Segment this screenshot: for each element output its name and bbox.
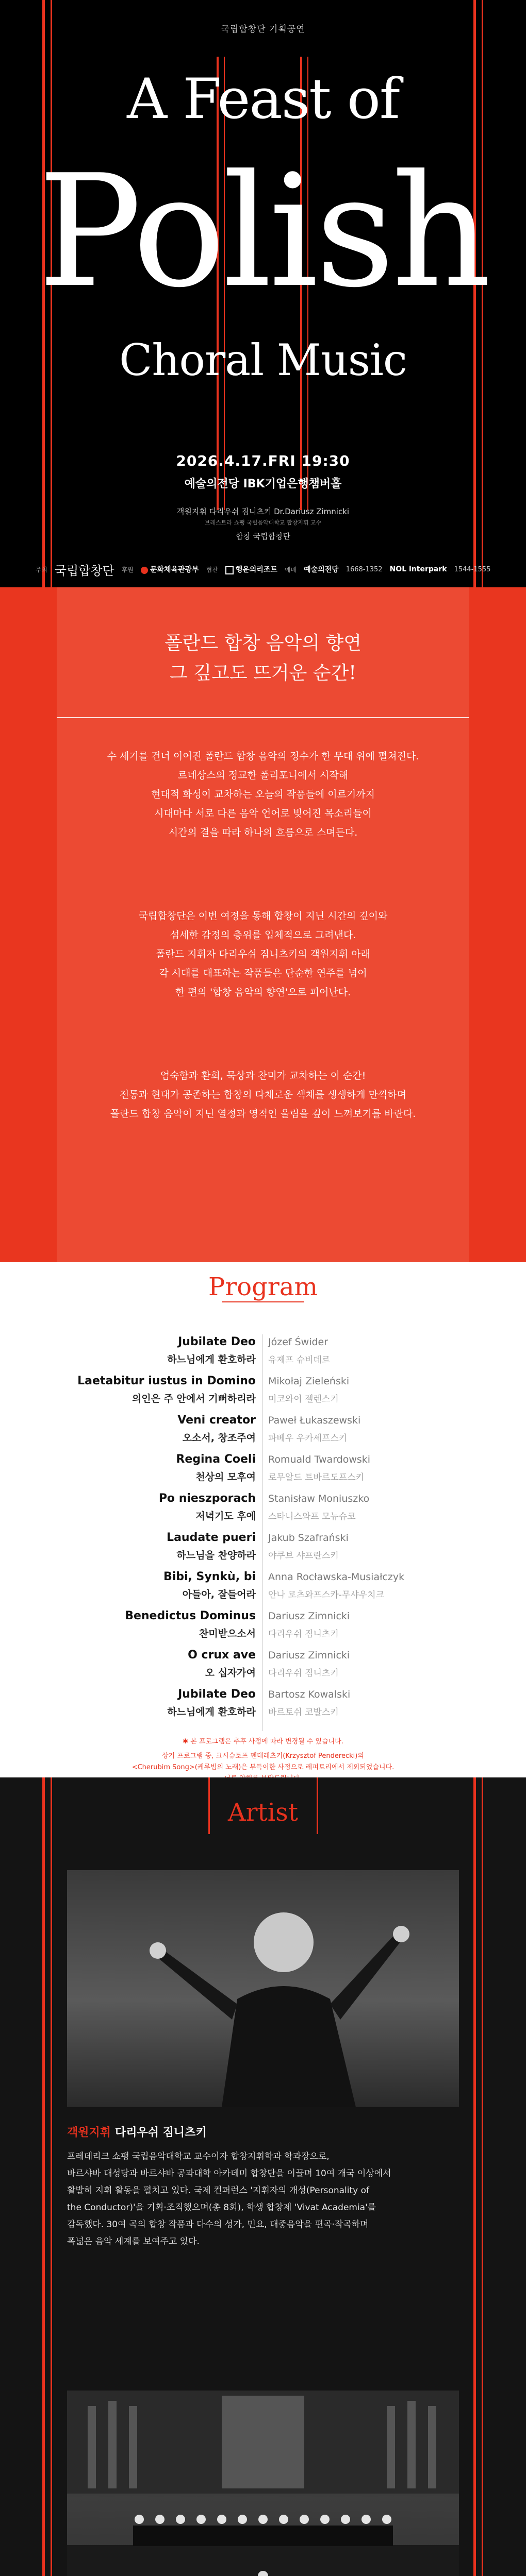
title-line-1: A Feast of: [127, 67, 399, 131]
choir-photo: [67, 2391, 459, 2576]
support-label: 후원: [121, 566, 134, 573]
intro-paragraph-1: [0, 747, 526, 842]
performer-credit: 합창 국립합창단: [235, 532, 291, 541]
divider: [57, 717, 469, 718]
title-underline: [222, 1301, 304, 1302]
work-title: Regina Coeli: [176, 1453, 256, 1466]
work-title: Veni creator: [177, 1414, 256, 1427]
composer-name-ko: 야쿠브 샤프란스키: [268, 1551, 339, 1561]
work-title: Laudate pueri: [167, 1531, 256, 1544]
composer-name: Jakub Szafrański: [268, 1532, 349, 1544]
program-item: [0, 1531, 526, 1570]
text-line: 시간의 결을 따라 하나의 흐름으로 스며든다.: [168, 827, 358, 838]
hero-section: [0, 0, 526, 587]
note-line: 상기 프로그램 중, 크시슈토프 펜데레츠키(Krzysztof Penderecki)의: [162, 1752, 364, 1760]
title-line-2: Polish: [38, 142, 488, 321]
work-title-ko: 오소서, 창조주여: [182, 1432, 256, 1444]
red-stripe: [473, 1777, 476, 2576]
program-title: Program: [208, 1273, 318, 1301]
text-line: 시대마다 서로 다른 음악 언어로 빚어진 목소리들이: [154, 808, 372, 819]
program-section: [0, 1262, 526, 1777]
composer-name: Romuald Twardowski: [268, 1454, 371, 1465]
text-line: 엄숙함과 환희, 묵상과 찬미가 교차하는 이 순간!: [160, 1070, 366, 1081]
red-stripe: [51, 1777, 52, 2576]
text-line: 전통과 현대가 공존하는 합창의 다채로운 색채를 생생하게 만끽하며: [119, 1089, 407, 1100]
resort-icon: [225, 566, 234, 574]
composer-name-ko: 바르토쉬 코발스키: [268, 1707, 339, 1718]
ticket-label: 예매: [284, 566, 297, 573]
text-line: 르네상스의 정교한 폴리포니에서 시작해: [177, 770, 349, 781]
composer-name: Mikołaj Zieleński: [268, 1376, 350, 1387]
conductor-heading: [67, 2124, 207, 2140]
program-item: [0, 1492, 526, 1531]
work-title: Benedictus Dominus: [125, 1609, 256, 1622]
title-line-3: Choral Music: [119, 335, 407, 385]
text-line: 한 편의 '합창 음악의 향연'으로 피어난다.: [175, 987, 351, 998]
composer-name-ko: 유제프 슈비데르: [268, 1355, 331, 1365]
composer-name: Stanisław Moniuszko: [268, 1493, 370, 1504]
composer-name-ko: 미코와이 젤렌스키: [268, 1394, 339, 1404]
work-title-ko: 저녁기도 후에: [195, 1511, 256, 1522]
work-title: Bibi, Synkù, bi: [163, 1570, 256, 1583]
artist-title: Artist: [227, 1798, 299, 1827]
text-line: 국립합창단은 이번 여정을 통해 합창이 지닌 시간의 깊이와: [138, 910, 388, 922]
conductor-bio: [67, 2148, 464, 2250]
composer-name-ko: 로무알드 트바르도프스키: [268, 1472, 365, 1483]
program-item: [0, 1688, 526, 1727]
artist-section: [0, 1777, 526, 2576]
bio-line: 감독했다. 30여 곡의 합창 작품과 다수의 성가, 민요, 대중음악을 편곡·작곡하며: [67, 2219, 369, 2230]
red-stripe: [482, 1777, 483, 2576]
work-title: Jubilate Deo: [178, 1688, 256, 1701]
intro-paragraph-3: [0, 1066, 526, 1124]
program-item: [0, 1649, 526, 1688]
composer-name-ko: 다리우쉬 짐니츠키: [268, 1629, 339, 1639]
composer-name: Anna Rocławska-Musiałczyk: [268, 1571, 405, 1583]
work-title-ko: 하느님에게 환호하라: [167, 1706, 256, 1718]
text-line: 폴란드 지휘자 다리우쉬 짐니츠키의 객원지휘 아래: [156, 948, 370, 960]
presenter-label: 국립합창단 기획공연: [221, 24, 305, 35]
work-title-ko: 오 십자가여: [205, 1667, 256, 1679]
ticket2-logo: NOL interpark: [389, 565, 447, 573]
composer-name: Dariusz Zimnicki: [268, 1650, 350, 1661]
composer-name: Józef Świder: [268, 1336, 328, 1348]
host-label: 주최: [35, 566, 47, 573]
conductor-photo-figure: [67, 1870, 459, 2107]
text-line: 각 시대를 대표하는 작품들은 단순한 연주를 넘어: [159, 968, 367, 979]
program-item: [0, 1414, 526, 1453]
work-title-ko: 의인은 주 안에서 기뻐하리라: [132, 1393, 256, 1404]
note-line: 본 프로그램은 추후 사정에 따라 변경될 수 있습니다.: [190, 1738, 343, 1745]
sponsor-logo: 행운의리조트: [225, 564, 277, 574]
concert-venue: 예술의전당 IBK기업은행챔버홀: [184, 478, 342, 490]
ticket2-phone: 1544-1555: [454, 565, 491, 573]
bio-line: 바르샤바 대성당과 바르샤바 공과대학 아카데미 합창단을 이끌며 10여 개국 이상에서: [67, 2168, 391, 2179]
red-stripe: [42, 1777, 45, 2576]
sponsor-bar: [0, 551, 526, 587]
bio-line: 폭넓은 음악 세계를 보여주고 있다.: [67, 2236, 200, 2247]
program-item: [0, 1570, 526, 1609]
work-title-ko: 찬미받으소서: [199, 1628, 256, 1639]
composer-name-ko: 안나 로츠와프스카-무샤우치크: [268, 1590, 385, 1600]
concert-date: 2026.4.17.FRI 19:30: [176, 452, 350, 469]
conductor-name: 다리우쉬 짐니츠키: [115, 2126, 207, 2139]
work-title-ko: 하느님에게 환호하라: [167, 1354, 256, 1365]
program-item: [0, 1453, 526, 1492]
host-logo: 국립합창단: [54, 563, 114, 578]
note-line: <Cherubim Song>(케루빔의 노래)은 부득이한 사정으로 레퍼토리에서 제외되었습니다.: [132, 1764, 395, 1771]
headline-line-2: 그 깊고도 뜨거운 순간!: [170, 663, 356, 684]
intro-section: [0, 587, 526, 1262]
work-title: Jubilate Deo: [178, 1335, 256, 1348]
work-title: O crux ave: [188, 1649, 256, 1662]
headline-line-1: 폴란드 합창 음악의 향연: [164, 633, 362, 654]
composer-name: Dariusz Zimnicki: [268, 1611, 350, 1622]
conductor-role: 객원지휘: [67, 2126, 111, 2139]
composer-name: Paweł Łukaszewski: [268, 1415, 361, 1426]
work-title-ko: 아들아, 잘들어라: [182, 1589, 256, 1600]
composer-name-ko: 스타니스와프 모뉴슈코: [268, 1512, 356, 1522]
ministry-logo: 문화체육관광부: [141, 564, 199, 574]
ticket1-phone: 1668-1352: [346, 565, 383, 573]
bio-line: the Conductor)'을 기획·조직했으며(총 8회), 학생 합창제 'Vivat Academia'를: [67, 2202, 376, 2213]
work-title-ko: 하느님을 찬양하라: [176, 1550, 256, 1561]
text-line: 섬세한 감정의 층위를 입체적으로 그려낸다.: [170, 929, 356, 941]
choir-photo-figure: [67, 2391, 459, 2576]
bio-line: 프레데리크 쇼팽 국립음악대학교 교수이자 합창지휘학과 학과장으로,: [67, 2151, 330, 2162]
work-title-ko: 천상의 모후여: [195, 1471, 256, 1483]
intro-paragraph-2: [0, 907, 526, 1002]
ticket1-logo: 예술의전당: [304, 566, 339, 574]
text-line: 폴란드 합창 음악이 지닌 열정과 영적인 울림을 깊이 느껴보기를 바란다.: [110, 1108, 416, 1120]
program-item: [0, 1375, 526, 1414]
intro-headline: [0, 629, 526, 688]
conductor-photo: [67, 1870, 459, 2107]
work-title: Po nieszporach: [158, 1492, 256, 1505]
bio-line: 활발히 지휘 활동을 펼치고 있다. 국제 컨퍼런스 '지휘자의 개성(Personality of: [67, 2185, 369, 2196]
work-title: Laetabitur iustus in Domino: [77, 1375, 256, 1387]
sponsor-label: 협찬: [206, 566, 218, 573]
program-item: [0, 1609, 526, 1649]
program-note: [0, 1736, 526, 1748]
ministry-icon: [141, 567, 148, 574]
program-item: [0, 1335, 526, 1375]
composer-name-ko: 파베우 우카셰프스키: [268, 1433, 348, 1444]
conductor-credit: 객원지휘 다리우쉬 짐니츠키 Dr.Dariusz Zimnicki: [176, 507, 350, 516]
text-line: 수 세기를 건너 이어진 폴란드 합창 음악의 정수가 한 무대 위에 펼쳐진다.: [107, 751, 419, 762]
conductor-subcredit: 브레스트라 쇼팽 국립음악대학교 합창지휘 교수: [204, 519, 322, 526]
composer-name-ko: 다리우쉬 짐니츠키: [268, 1668, 339, 1679]
text-line: 현대적 화성이 교차하는 오늘의 작품들에 이르기까지: [151, 789, 375, 800]
composer-name: Bartosz Kowalski: [268, 1689, 351, 1700]
asterisk-icon: ✱: [183, 1738, 191, 1745]
